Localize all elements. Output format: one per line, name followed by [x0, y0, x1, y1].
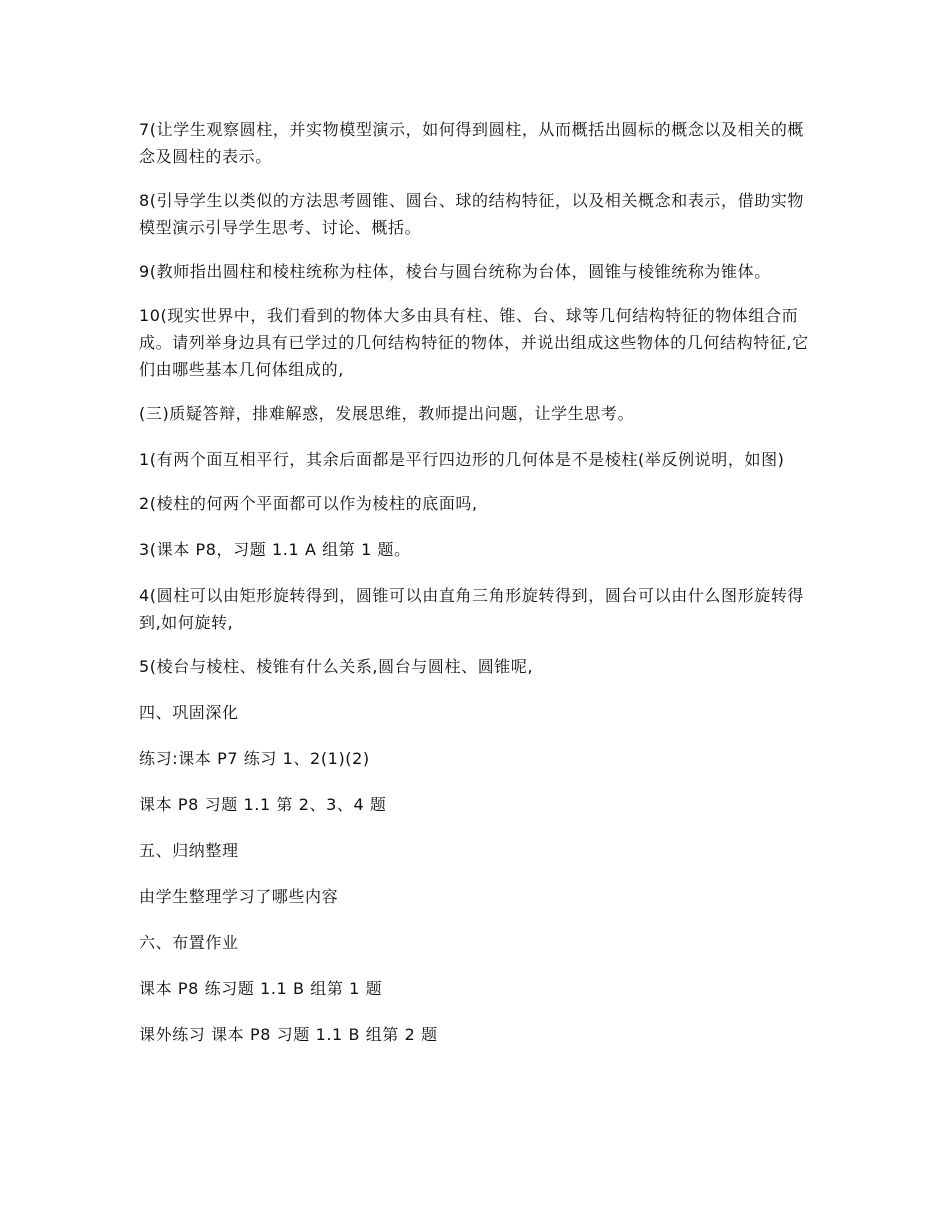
homework-line-2: 课外练习 课本 P8 习题 1.1 B 组第 2 题	[139, 1025, 438, 1044]
question-item-3: 3(课本 P8，习题 1.1 A 组第 1 题。	[139, 540, 411, 559]
paragraph-item-8: 8(引导学生以类似的方法思考圆锥、圆台、球的结构特征，以及相关概念和表示，借助实物模型演示引导学生思考、讨论、概括。	[139, 191, 805, 237]
paragraph-item-9: 9(教师指出圆柱和棱柱统称为柱体，棱台与圆台统称为台体，圆锥与棱锥统称为锥体。	[139, 262, 771, 281]
exercise-line-1: 练习:课本 P7 练习 1、2(1)(2)	[139, 749, 370, 768]
question-item-2: 2(棱柱的何两个平面都可以作为棱柱的底面吗,	[139, 494, 478, 513]
section-heading-three: (三)质疑答辩，排难解惑，发展思维，教师提出问题，让学生思考。	[139, 404, 635, 423]
exercise-line-2: 课本 P8 习题 1.1 第 2、3、4 题	[139, 795, 387, 814]
summary-line: 由学生整理学习了哪些内容	[139, 887, 339, 906]
question-item-1: 1(有两个面互相平行，其余后面都是平行四边形的几何体是不是棱柱(举反例说明，如图)	[139, 450, 785, 469]
section-heading-five: 五、归纳整理	[139, 841, 239, 860]
section-heading-six: 六、布置作业	[139, 933, 239, 952]
homework-line-1: 课本 P8 练习题 1.1 B 组第 1 题	[139, 979, 383, 998]
paragraph-item-10: 10(现实世界中，我们看到的物体大多由具有柱、锥、台、球等几何结构特征的物体组合而成。请列举身边具有已学过的几何结构特征的物体，并说出组成这些物体的几何结构特征,它们由哪些基本几何体组成的,	[139, 306, 809, 379]
question-item-4: 4(圆柱可以由矩形旋转得到，圆锥可以由直角三角形旋转得到，圆台可以由什么图形旋转得到,如何旋转,	[139, 586, 805, 632]
question-item-5: 5(棱台与棱柱、棱锥有什么关系,圆台与圆柱、圆锥呢,	[139, 657, 534, 676]
section-heading-four: 四、巩固深化	[139, 703, 239, 722]
paragraph-item-7: 7(让学生观察圆柱，并实物模型演示，如何得到圆柱，从而概括出圆标的概念以及相关的概念及圆柱的表示。	[139, 120, 805, 166]
document-body	[139, 116, 811, 1067]
